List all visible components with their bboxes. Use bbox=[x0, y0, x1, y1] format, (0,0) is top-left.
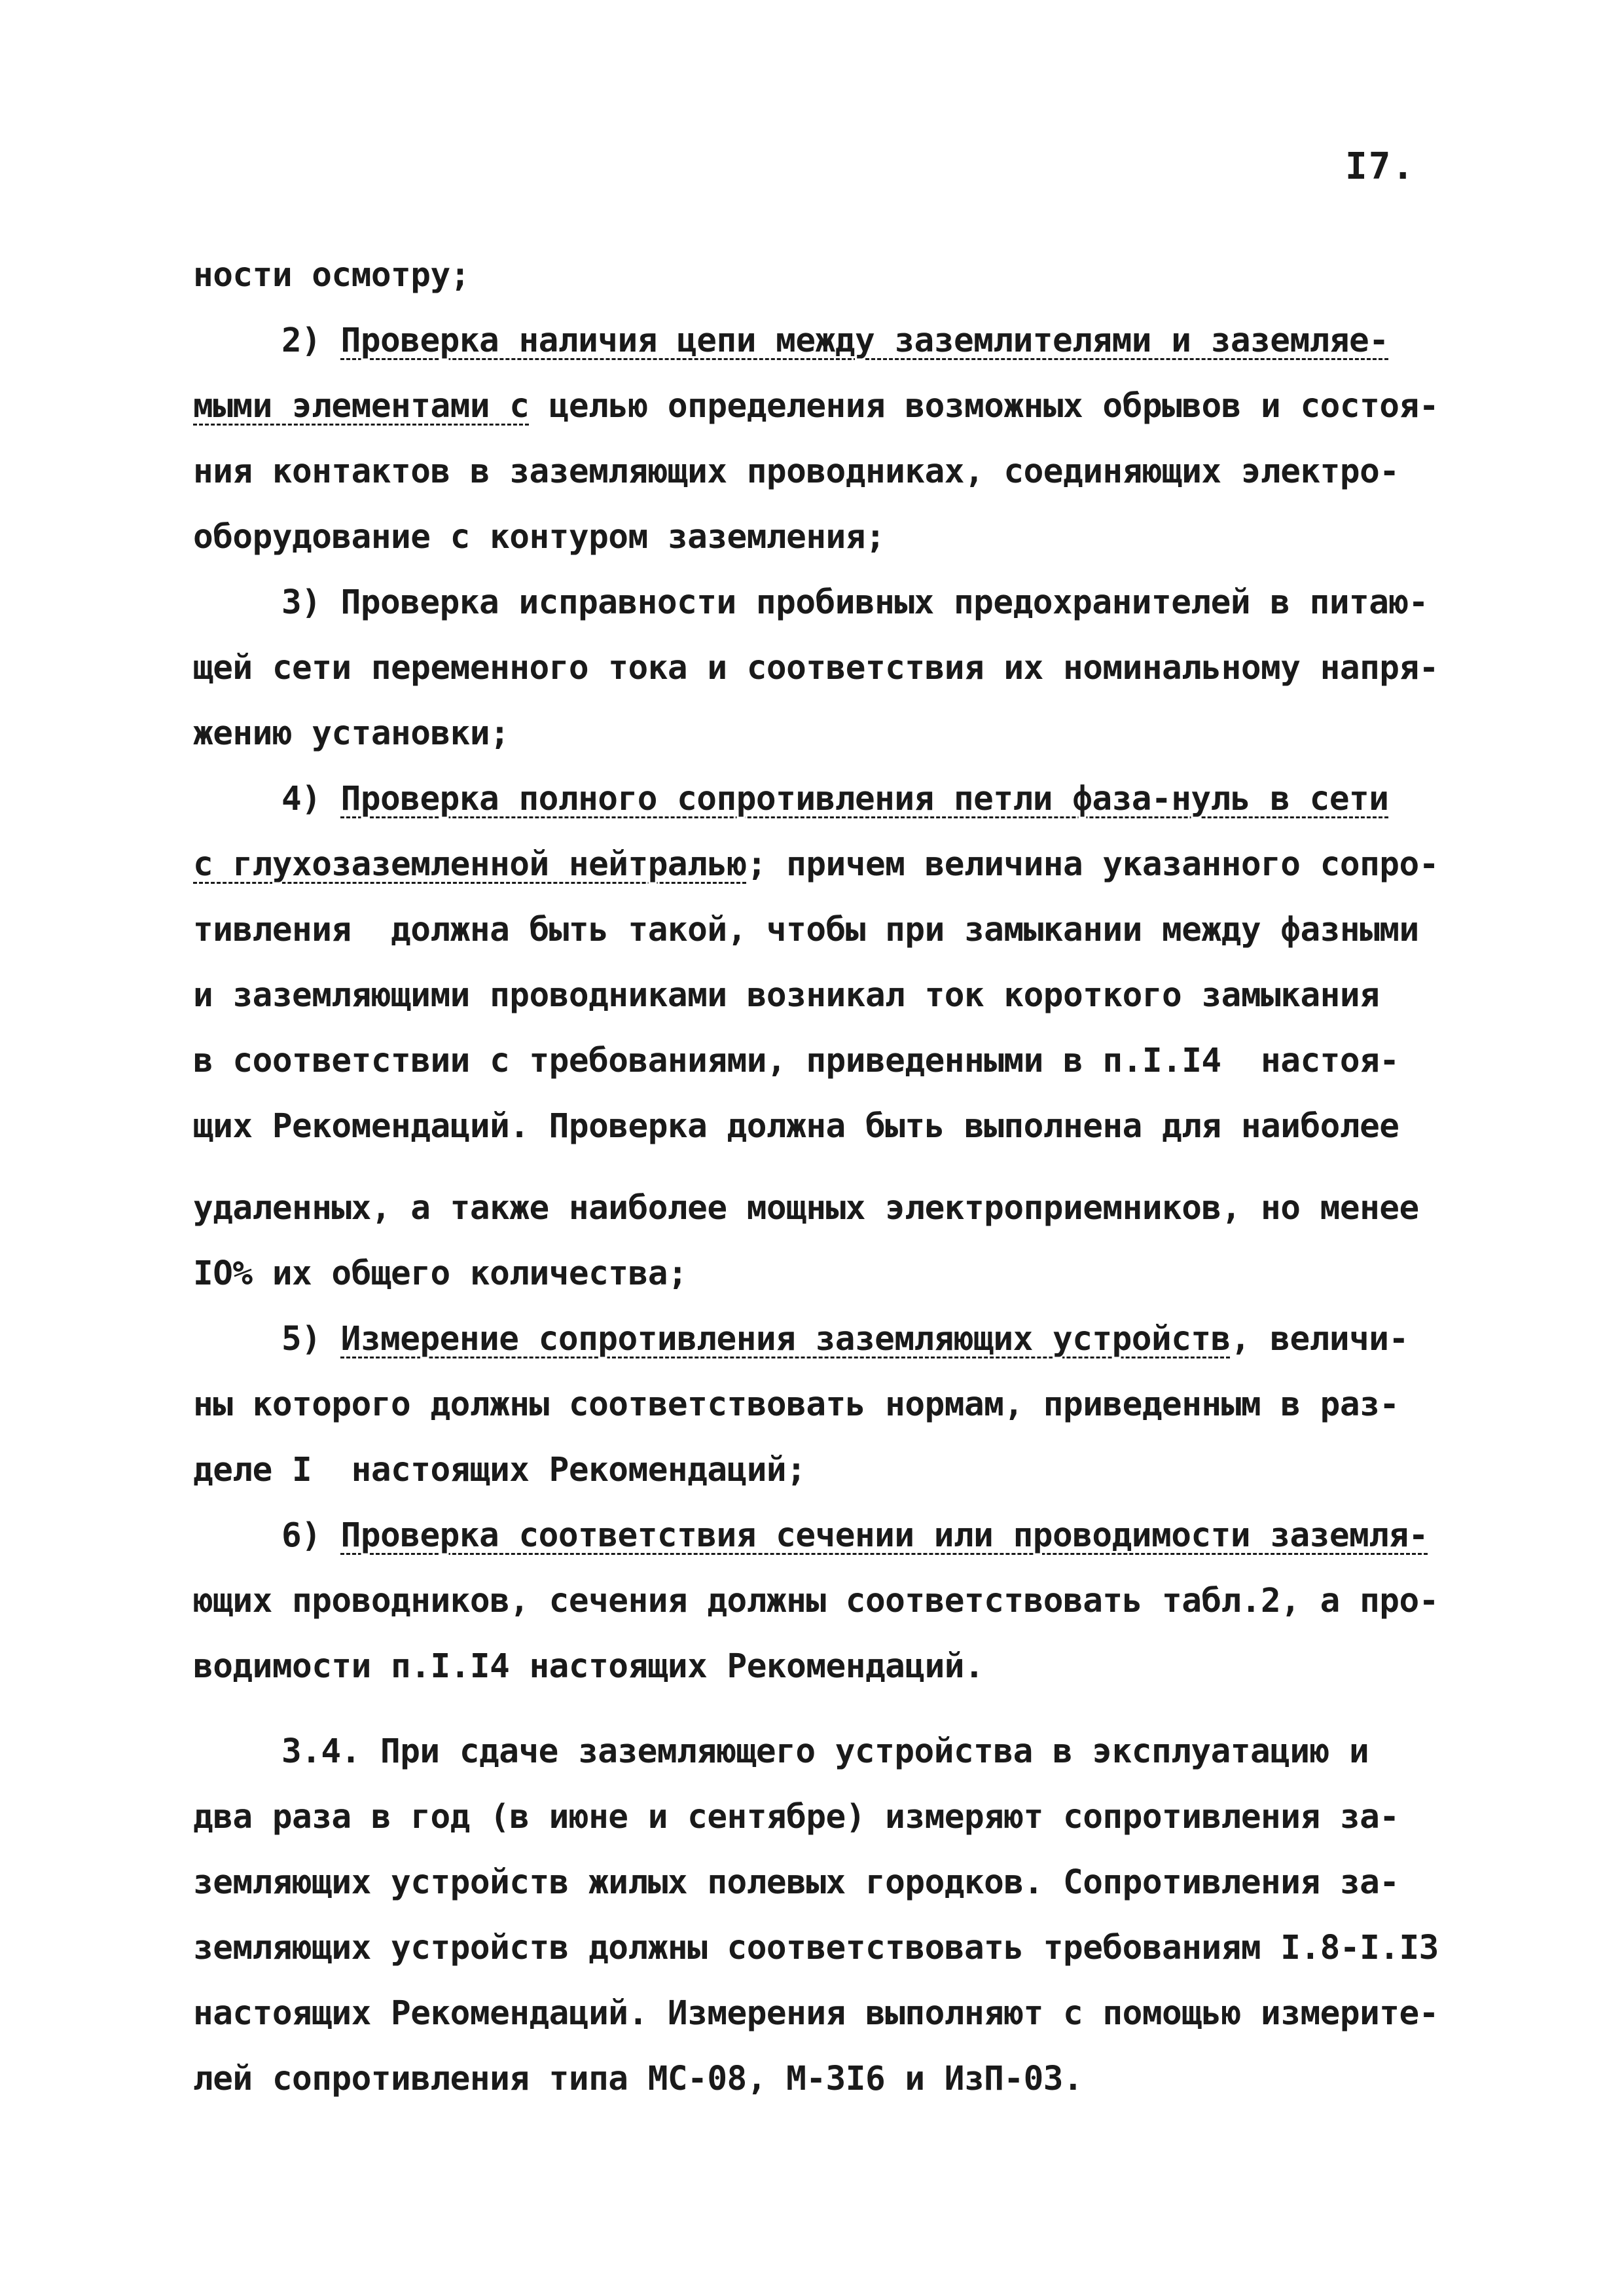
text-line bbox=[193, 1453, 806, 1487]
text-segment: земляющих устройств должны соответствовать требованиям I.8-I.I3 bbox=[193, 1929, 1439, 1967]
text-segment: лей сопротивления типа МС-08, М-3I6 и ИзП-03. bbox=[193, 2060, 1083, 2098]
text-segment: земляющих устройств жилых полевых городков. Сопротивления за- bbox=[193, 1863, 1399, 1902]
text-segment: , величи- bbox=[1230, 1320, 1409, 1358]
text-line bbox=[281, 1322, 1409, 1356]
text-line bbox=[193, 1584, 1439, 1618]
text-line bbox=[193, 845, 1439, 884]
text-segment: деле I настоящих Рекомендаций; bbox=[193, 1451, 806, 1489]
text-line bbox=[193, 1994, 1439, 2033]
text-line bbox=[281, 583, 1428, 622]
text-segment: настоящих Рекомендаций. Измерения выполняют с помощью измерите- bbox=[193, 1994, 1439, 2033]
text-segment: целью определения возможных обрывов и состоя- bbox=[529, 387, 1439, 426]
text-line bbox=[193, 2062, 1083, 2096]
text-line bbox=[193, 1044, 1399, 1078]
page-number: I7. bbox=[1345, 145, 1416, 188]
text-line bbox=[281, 1516, 1428, 1555]
underlined-text: с глухозаземленной нейтралью bbox=[193, 845, 747, 884]
underlined-text: Проверка полного сопротивления петли фаза-нуль в сети bbox=[340, 780, 1389, 818]
text-segment: удаленных, а также наиболее мощных электроприемников, но менее bbox=[193, 1189, 1419, 1228]
text-segment: щей сети переменного тока и соответствия их номинальному напря- bbox=[193, 649, 1439, 687]
text-line bbox=[193, 1385, 1399, 1424]
text-segment: 6) bbox=[281, 1516, 341, 1555]
text-segment: IO% их общего количества; bbox=[193, 1254, 688, 1293]
text-segment: 2) bbox=[281, 321, 341, 360]
text-line bbox=[193, 452, 1399, 491]
text-line bbox=[193, 1800, 1399, 1834]
text-line bbox=[193, 387, 1439, 426]
text-segment: и заземляющими проводниками возникал ток короткого замыкания bbox=[193, 976, 1380, 1015]
text-line bbox=[193, 520, 885, 554]
text-line bbox=[193, 1931, 1439, 1965]
text-line bbox=[193, 1254, 688, 1293]
text-line bbox=[193, 1107, 1399, 1146]
text-segment: два раза в год (в июне и сентябре) измеряют сопротивления за- bbox=[193, 1798, 1399, 1836]
text-segment: жению установки; bbox=[193, 714, 510, 753]
text-line bbox=[193, 913, 1419, 947]
text-segment: 3.4. При сдаче заземляющего устройства в эксплуатацию и bbox=[281, 1732, 1369, 1771]
text-line bbox=[193, 1189, 1419, 1228]
text-segment: ния контактов в заземляющих проводниках, соединяющих электро- bbox=[193, 452, 1399, 491]
text-segment: оборудование с контуром заземления; bbox=[193, 518, 886, 556]
text-line bbox=[193, 651, 1439, 685]
text-segment: водимости п.I.I4 настоящих Рекомендаций. bbox=[193, 1647, 984, 1686]
text-segment: ющих проводников, сечения должны соответствовать табл.2, а про- bbox=[193, 1582, 1439, 1620]
text-segment: ; причем величина указанного сопро- bbox=[746, 845, 1439, 884]
text-segment: тивления должна быть такой, чтобы при замыкании между фазными bbox=[193, 911, 1419, 949]
text-segment: в соответствии с требованиями, приведенными в п.I.I4 настоя- bbox=[193, 1042, 1399, 1080]
text-segment: ности осмотру; bbox=[193, 256, 470, 295]
underlined-text: Проверка соответствия сечении или проводимости заземля- bbox=[340, 1516, 1428, 1555]
text-line bbox=[193, 976, 1380, 1015]
text-line bbox=[193, 1863, 1399, 1902]
underlined-text: Измерение сопротивления заземляющих устройств bbox=[340, 1320, 1231, 1358]
text-line bbox=[193, 714, 510, 753]
text-line bbox=[193, 256, 470, 295]
underlined-text: мыми элементами с bbox=[193, 387, 530, 426]
text-line bbox=[281, 321, 1389, 360]
text-segment: щих Рекомендаций. Проверка должна быть выполнена для наиболее bbox=[193, 1107, 1399, 1146]
text-line bbox=[281, 782, 1388, 816]
text-segment: ны которого должны соответствовать нормам, приведенным в раз- bbox=[193, 1385, 1399, 1424]
text-line bbox=[193, 1647, 984, 1686]
text-segment: 4) bbox=[281, 780, 341, 818]
text-line bbox=[281, 1732, 1369, 1771]
text-segment: 3) Проверка исправности пробивных предохранителей в питаю- bbox=[281, 583, 1428, 622]
underlined-text: Проверка наличия цепи между заземлителями и заземляе- bbox=[340, 321, 1389, 360]
text-segment: 5) bbox=[281, 1320, 341, 1358]
